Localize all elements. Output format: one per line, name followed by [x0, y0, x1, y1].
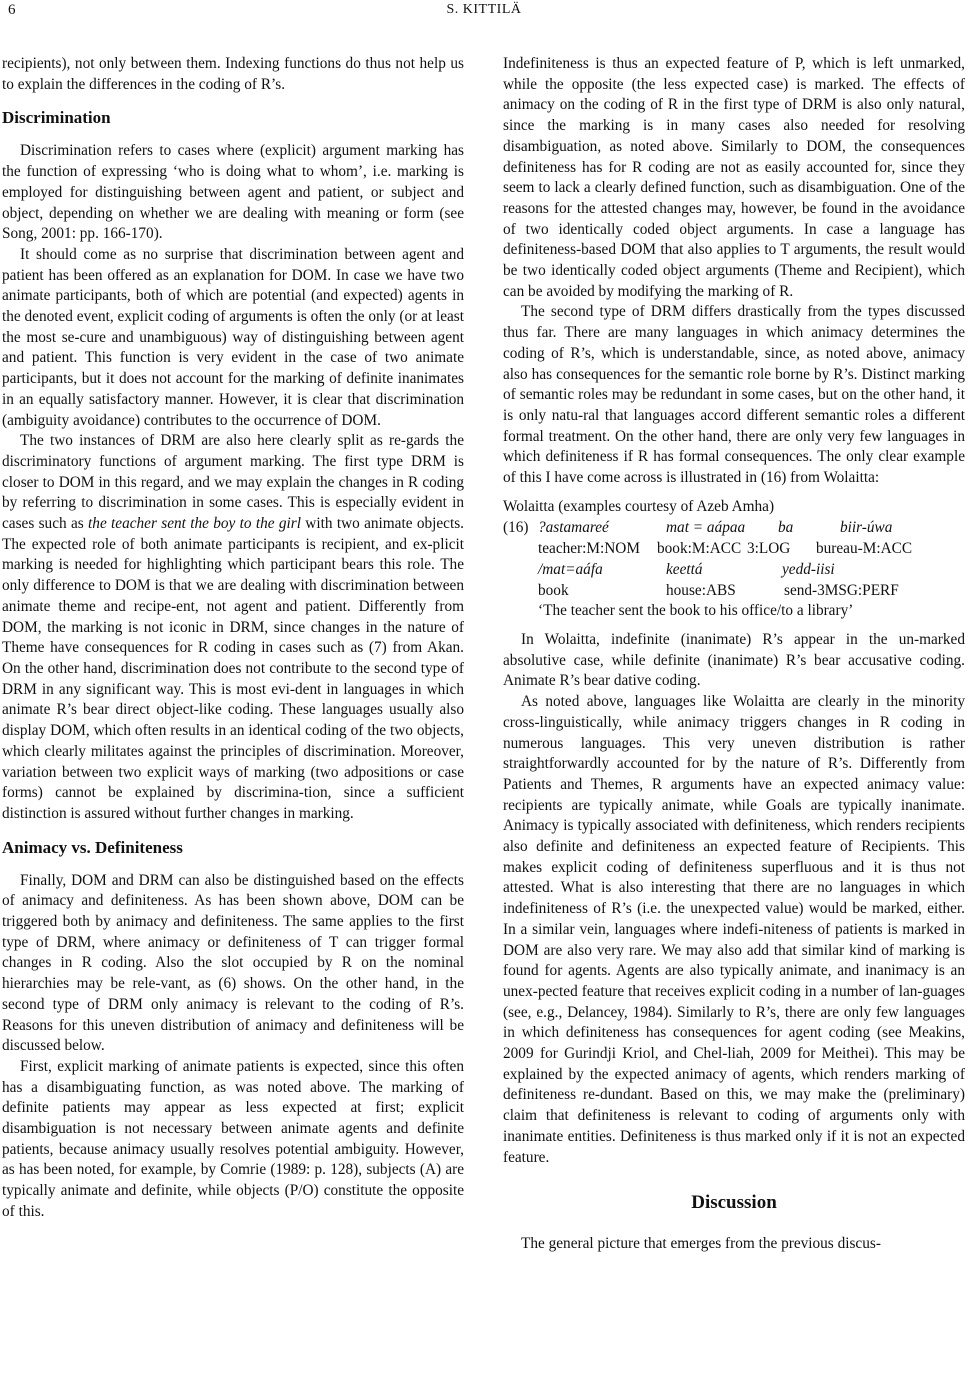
example-number: (16)	[503, 519, 529, 537]
gloss-word: 3:LOG	[747, 540, 791, 558]
gloss-word: book	[538, 581, 569, 599]
text-run: The two instances of DRM are also here clearly split as re-gards the discriminatory functions of argument marking. The first type DRM is closer to DOM in this regard, and we may explain the changes in R coding by referring to discrimination in some cases. This is especially evident in cases such as	[2, 432, 464, 533]
example-line-1	[503, 518, 965, 539]
paragraph: Discrimination refers to cases where (explicit) argument marking has the function of expressing ‘who is doing what to whom’, i.e. marking is employed for distinguishing between agent and patient, or subject and object, depending on whether we are dealing with meaning or form (see Song, 2001: pp. 166-170).	[2, 142, 464, 243]
paragraph	[2, 431, 464, 824]
italic-example-phrase: the teacher sent the boy to the girl	[88, 515, 301, 533]
paragraph: recipients), not only between them. Indexing functions do thus not help us to explain the differences in the coding of R’s.	[2, 55, 464, 93]
text-run: with two animate objects. The expected role of both animate participants is recipient, and ex-plicit marking is needed for highlighting which participant bears this role. The only difference to DOM is that we are dealing with discrimination between animate theme and recipe-ent, not agent and patient. Differently from DOM, the marking is not iconic in DRM, since changes in the nature of Theme have consequences for R coding in cases such as (7) from Akan. On the other hand, discrimination does not contribute to the second type of DRM in any significant way. This is most evi-dent in languages in which animate R’s bear direct object-like coding. These languages usually also display DOM, which often results in an identical coding of the two objects, which clearly militates against the principles of discrimination. Moreover, variation between two explicit ways of marking (two adpositions or case forms) cannot be explained by discrimina-tion, since a sufficient distinction is assured without further changes in marking.	[2, 515, 464, 822]
paragraph: The second type of DRM differs drastically from the types discussed thus far. There are many languages in which animacy determines the coding of R’s, which is understandable, since, as noted above, animacy also has consequences for the semantic role borne by R’s. Distinct marking of semantic roles may be redundant in some cases, but on the other hand, it is only natu-ral that languages accord different semantic roles a different formal treatment. On the other hand, there are only very few languages in which definiteness if R has formal consequences. The only clear example of this I have come across is illustrated in (16) from Wolaitta:	[503, 303, 965, 487]
gloss-word: yedd-iisi	[782, 560, 835, 578]
gloss-word: keettá	[666, 560, 703, 578]
running-head: S. KITTILÄ	[446, 2, 522, 17]
paragraph: In Wolaitta, indefinite (inanimate) R’s appear in the un-marked absolutive case, while definite (inanimate) R’s bear accusative coding. Animate R’s bear dative coding.	[503, 630, 965, 690]
interlinear-example	[503, 497, 965, 622]
gloss-word: ?astamareé	[538, 519, 609, 537]
page-number: 6	[8, 2, 16, 18]
section-heading-discrimination: Discrimination	[2, 108, 111, 128]
gloss-word: biir-úwa	[840, 519, 893, 537]
section-heading-discussion: Discussion	[691, 1192, 777, 1214]
example-number-spacer	[503, 581, 538, 602]
paragraph: As noted above, languages like Wolaitta are clearly in the minority cross-linguistically, while animacy triggers changes in R coding in numerous languages. This very uneven distribution is rather straightforwardly accounted for by the nature of R’s. Differently from Patients and Themes, R arguments have an expected animacy value: recipients are typically animate, while Goals are typically inanimate. Animacy is typically associated with definiteness, which renders recipients also definite and definiteness an expected feature of Recipients. This makes explicit coding of definiteness superfluous and it is thus not attested. What is also interesting that there are no languages in which indefiniteness of R’s (i.e. the unexpected value) would be marked, either. In a similar vein, languages where indefi-niteness of patients is marked in DOM are also very rare. We may also add that similar kind of marking is found for agents. Agents are also typically animate, and inanimacy is an unex-pected feature that receives explicit coding in a number of lan-guages (see, e.g., Delancey, 1984). Similarly to R’s, there are only few languages in which definiteness has consequences for agent coding (see Meakins, 2009 for Gurindji Kriol, and Chel-liah, 2009 for Meithei). This may be explained by the expected animacy of agents, which renders marking of definiteness re-dundant. Based on this, we may make the (preliminary) claim that definiteness is relevant to coding of arguments only with inanimate entities. Definiteness is thus marked only if it is not an expected feature.	[503, 693, 965, 1166]
example-line-2	[503, 539, 965, 560]
example-line-3	[503, 560, 965, 581]
gloss-word: send-3MSG:PERF	[784, 581, 899, 599]
paragraph: Indefiniteness is thus an expected feature of P, which is left unmarked, while the opposite (the less expected case) is marked. The effects of animacy on the coding of R in the first type of DRM is also only natural, since the marking is in many cases also needed for resolving disambiguation, as noted above. Similarly to DOM, the consequences definiteness has for R coding are not as easily accounted for, since they seem to lack a clearly defined function, such as disambiguation. One of the reasons for the attested changes may, however, be found in the avoidance of two identically coded object arguments. In case a language has definiteness-based DOM that also applies to T arguments, the result would be two identically coded object arguments (Theme and Recipient), which can be avoided by modifying the marking of R.	[503, 55, 965, 300]
example-translation: ‘The teacher sent the book to his office/to a library’	[538, 602, 854, 620]
paragraph: It should come as no surprise that discrimination between agent and patient has been offered as an explanation for DOM. In case we have two animate participants, both of which are potential (and expected) agents in the denoted event, explicit coding of arguments is often the only (or at least the most se-cure and unambiguous) way of distinguishing between agent and patient. This function is very evident in the case of two animate participants, but it does not account for the marking of definite inanimates in an equally satisfactory manner. However, it is clear that discrimination (ambiguity avoidance) contributes to the occurrence of DOM.	[2, 245, 464, 429]
gloss-word: ba	[778, 519, 794, 537]
gloss-word: house:ABS	[666, 581, 736, 599]
gloss-word: teacher:M:NOM	[538, 540, 640, 558]
right-column	[503, 54, 965, 1255]
paragraph: First, explicit marking of animate patients is expected, since this often has a disambiguating function, as was noted above. The marking of definite patients may appear as less expected at first; explicit disambiguation is not necessary between animate agents and definite patients, because animacy usually resolves potential ambiguity. However, as has been noted, for example, by Comrie (1989: p. 128), subjects (A) are typically animate and definite, while objects (P/O) constitute the opposite of this.	[2, 1057, 464, 1220]
example-source: Wolaitta (examples courtesy of Azeb Amha)	[503, 497, 775, 515]
gloss-word: /mat=aáfa	[538, 560, 603, 578]
gloss-word: bureau-M:ACC	[816, 540, 913, 558]
left-column	[2, 54, 464, 1223]
example-translation-line	[503, 601, 965, 622]
example-line-4	[503, 581, 965, 602]
example-number-spacer	[503, 601, 538, 622]
paragraph: The general picture that emerges from the previous discus-	[521, 1235, 881, 1253]
paragraph: Finally, DOM and DRM can also be distinguished based on the effects of animacy and definiteness. As has been shown above, DOM can be triggered both by animacy and definiteness. The same applies to the first type of DRM, where animacy or definiteness of T can trigger formal changes in R coding. Also the slot occupied by R on the nominal hierarchies may be rele-vant, as (6) shows. On the other hand, in the second type of DRM only animacy is relevant to the coding of R’s. Reasons for this uneven distribution of animacy and definiteness will be discussed below.	[2, 871, 464, 1055]
example-number-spacer	[503, 560, 538, 581]
section-heading-animacy: Animacy vs. Definiteness	[2, 837, 183, 857]
example-number-spacer	[503, 539, 538, 560]
gloss-word: book:M:ACC	[657, 540, 742, 558]
gloss-word: mat = aápaa	[666, 519, 746, 537]
